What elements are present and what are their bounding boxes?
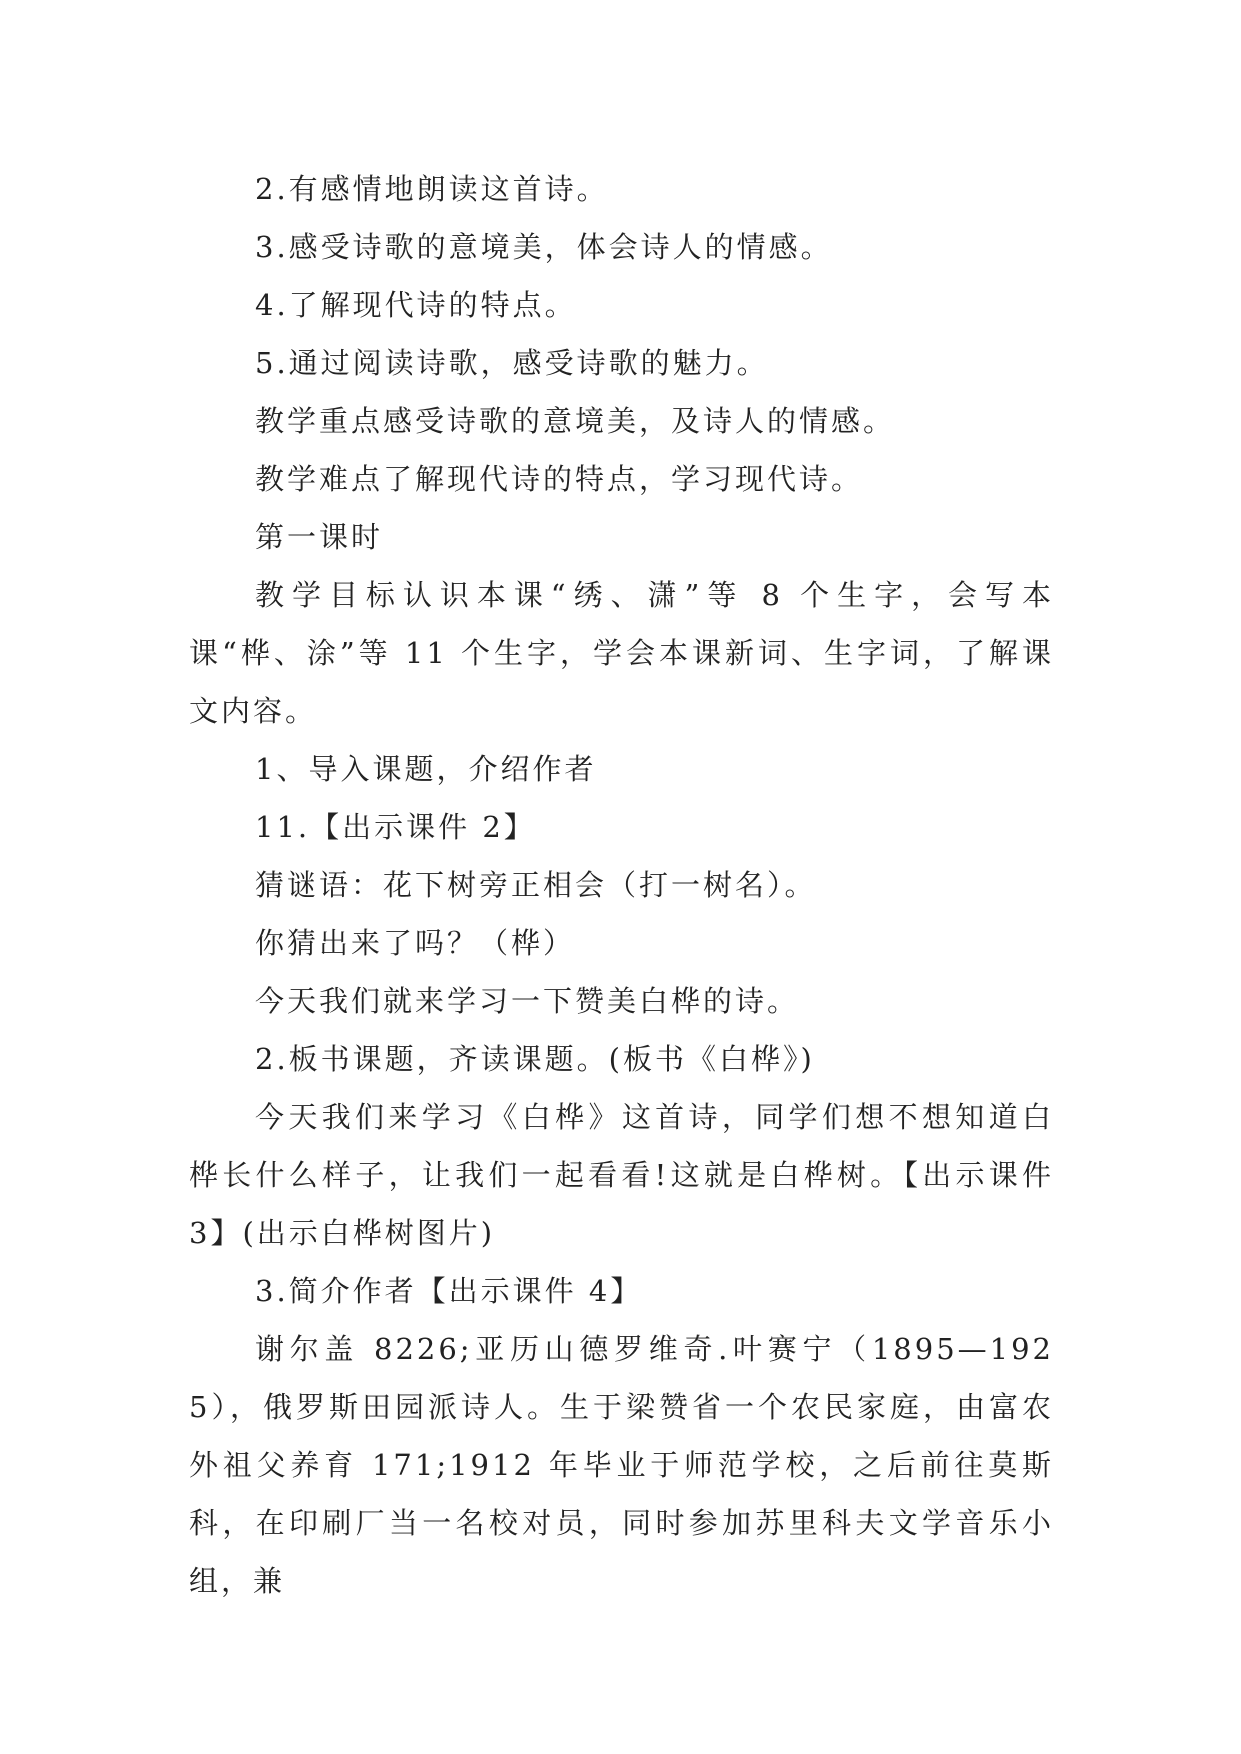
paragraph-author-bio: 谢尔盖 8226;亚历山德罗维奇.叶赛宁（1895—1925），俄罗斯田园派诗人。生于梁赞省一个农民家庭，由富农外祖父养育 171;1912 年毕业于师范学校，之后前往莫斯科，在印刷厂当一名校对员，同时参加苏里科夫文学音乐小组，兼 xyxy=(189,1332,1054,1598)
paragraph-difficulty: 教学难点了解现代诗的特点，学习现代诗。 xyxy=(255,462,864,496)
paragraph-objective-5: 5.通过阅读诗歌，感受诗歌的魅力。 xyxy=(255,346,769,380)
paragraph-key-point: 教学重点感受诗歌的意境美，及诗人的情感。 xyxy=(255,404,896,438)
paragraph-step-2: 2.板书课题，齐读课题。(板书《白桦》) xyxy=(255,1042,815,1076)
paragraph-objective-4: 4.了解现代诗的特点。 xyxy=(255,288,577,322)
paragraph-step-1: 1、导入课题，介绍作者 xyxy=(255,752,597,786)
paragraph-objective-3: 3.感受诗歌的意境美，体会诗人的情感。 xyxy=(255,230,833,264)
paragraph-objective-2: 2.有感情地朗读这首诗。 xyxy=(255,172,609,206)
document-body xyxy=(189,160,1054,1610)
paragraph-riddle-answer: 你猜出来了吗？（桦） xyxy=(255,926,576,960)
paragraph-lesson-goal: 教学目标认识本课“绣、潇”等 8 个生字，会写本课“桦、涂”等 11 个生字，学会本课新词、生字词，了解课文内容。 xyxy=(189,578,1054,728)
paragraph-birch-intro: 今天我们来学习《白桦》这首诗，同学们想不想知道白桦长什么样子，让我们一起看看!这就是白桦树。【出示课件 3】(出示白桦树图片) xyxy=(189,1100,1054,1250)
paragraph-courseware-2: 11.【出示课件 2】 xyxy=(255,810,536,844)
paragraph-today: 今天我们就来学习一下赞美白桦的诗。 xyxy=(255,984,800,1018)
paragraph-riddle: 猜谜语：花下树旁正相会（打一树名）。 xyxy=(255,868,817,902)
paragraph-step-3: 3.简介作者【出示课件 4】 xyxy=(255,1274,643,1308)
paragraph-first-lesson: 第一课时 xyxy=(255,520,384,554)
